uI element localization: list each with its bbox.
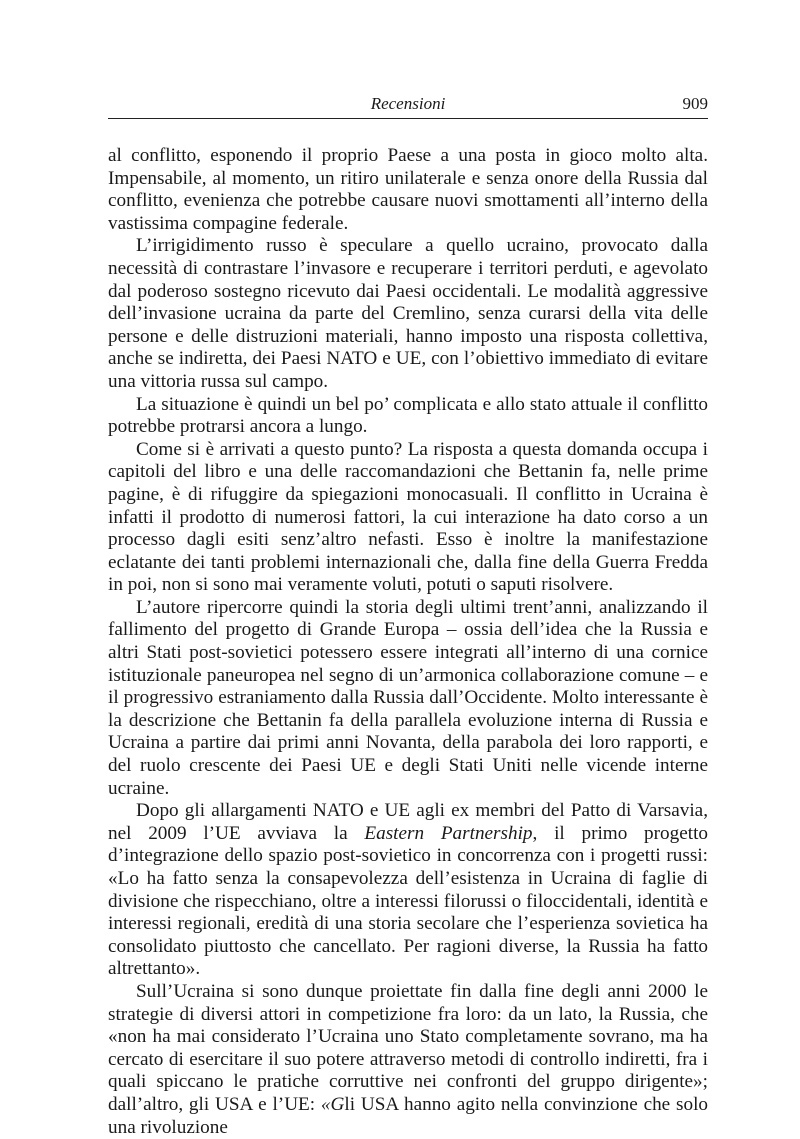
paragraph (108, 981, 708, 1139)
paragraph-text: Dopo gli allargamenti NATO e UE agli ex membri del Patto di Varsavia, nel 2009 l’UE avviava la (108, 800, 708, 844)
paragraph-text: L’autore ripercorre quindi la storia degli ultimi trent’anni, analizzando il fallimento del progetto di Grande Europa – ossia dell’idea che la Russia e altri Stati post-sovietici potessero essere integrati all’interno di una cornice istituzionale paneuropea nel segno di un’armonica collaborazione comune – e il progressivo estraniamento dalla Russia dall’Occidente. Molto interessante è la descrizione che Bettanin fa della parallela evoluzione interna di Russia e Ucraina a partire dai primi anni Novanta, della parabola dei loro rapporti, e del ruolo crescente dei Paesi UE e degli Stati Uniti nelle vicende interne ucraine. (108, 596, 708, 799)
paragraph (108, 394, 708, 439)
paragraph-text: al conflitto, esponendo il proprio Paese a una posta in gioco molto alta. Impensabile, al momento, un ritiro unilaterale e senza onore della Russia dal conflitto, evenienza che potrebbe causare nuovi smottamenti all’interno della vastissima compagine federale. (108, 145, 708, 234)
paragraph-text: Come si è arrivati a questo punto? La risposta a questa domanda occupa i capitoli del libro e una delle raccomandazioni che Bettanin fa, nelle prime pagine, è di rifuggire da spiegazioni monocasuali. Il conflitto in Ucraina è infatti il prodotto di numerosi fattori, la cui interazione ha dato corso a un processo dagli esiti senz’altro nefasti. Esso è inoltre la manifestazione eclatante dei tanti problemi internazionali che, dalla fine della Guerra Fredda in poi, non si sono mai veramente voluti, potuti o saputi risolvere. (108, 438, 708, 596)
paragraph (108, 235, 708, 393)
paragraph (108, 800, 708, 981)
paragraph-text: Sull’Ucraina si sono dunque proiettate fin dalla fine degli anni 2000 le strategie di diversi attori in competizione fra loro: da un lato, la Russia, che «non ha mai considerato l’Ucraina uno Stato completamente sovrano, ma ha cercato di esercitare il suo potere attraverso metodi di controllo indiretti, fra i quali spiccano le pratiche corruttive nei confronti del gruppo dirigente»; dall’altro, gli USA e l’UE: (108, 980, 708, 1115)
italic-text: Eastern Partnership (364, 822, 533, 844)
paragraph (108, 439, 708, 597)
paragraph (108, 145, 708, 235)
running-title: Recensioni (370, 94, 446, 113)
page-number: 909 (682, 94, 708, 113)
paragraph-text: , il primo progetto d’integrazione dello spazio post-sovietico in concorrenza con i progetti russi: «Lo ha fatto senza la consapevolezza dell’esistenza in Ucraina di faglie di divisione che rispecchiano, oltre a interessi filorussi o filoccidentali, identità e interessi regionali, eredità di una storia secolare che l’esperienza sovietica ha consolidato piuttosto che cancellato. Per ragioni diverse, la Russia ha fatto altrettanto». (108, 822, 709, 980)
italic-text: «G (320, 1093, 345, 1115)
paragraph (108, 597, 708, 800)
paragraph-text: L’irrigidimento russo è speculare a quello ucraino, provocato dalla necessità di contrastare l’invasore e recuperare i territori perduti, e agevolato dal poderoso sostegno ricevuto dai Paesi occidentali. Le modalità aggressive dell’invasione ucraina da parte del Cremlino, senza curarsi della vita delle persone e delle distruzioni materiali, hanno imposto una risposta collettiva, anche se indiretta, dei Paesi NATO e UE, con l’obiettivo immediato di evitare una vittoria russa sul campo. (108, 235, 708, 392)
running-header (108, 94, 708, 119)
document-page (108, 0, 709, 1138)
paragraph-text: li USA hanno agito nella convinzione che solo una rivoluzione (108, 1093, 708, 1138)
paragraph-text: La situazione è quindi un bel po’ complicata e allo stato attuale il conflitto potrebbe protrarsi ancora a lungo. (108, 393, 708, 438)
body-text (108, 145, 708, 1139)
